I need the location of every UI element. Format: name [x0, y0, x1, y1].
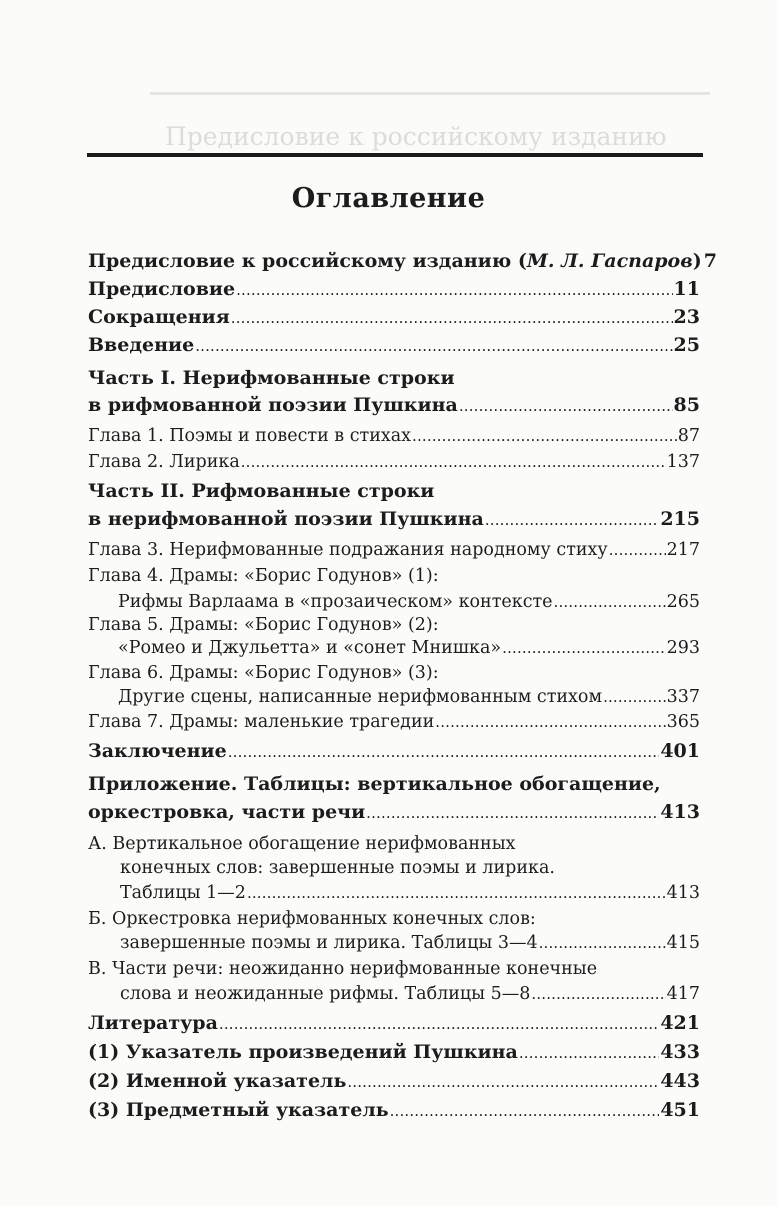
page-number: 293 — [666, 638, 700, 658]
leader-dots — [366, 803, 659, 822]
toc-entry-part-1[interactable]: в рифмованной поэзии Пушкина . . . 85 — [88, 396, 700, 415]
page-number: 215 — [660, 508, 700, 530]
toc-entry-chapter-1[interactable]: Глава 1. Поэмы и повести в стихах . . . 87 — [88, 428, 700, 446]
toc-entry-index-works[interactable]: (1) Указатель произведений Пушкина . . . 433 — [88, 1043, 700, 1062]
page-number: 337 — [666, 687, 700, 707]
leader-dots — [412, 428, 677, 446]
leader-dots — [347, 1072, 659, 1091]
leader-dots — [247, 885, 666, 903]
toc-entry-abbreviations[interactable]: Сокращения . . . 23 — [88, 308, 700, 327]
page-number: 401 — [660, 740, 700, 762]
leader-dots — [459, 396, 673, 415]
toc-entry-chapter-4[interactable]: Рифмы Варлаама в «прозаическом» контексте . . . 265 — [118, 594, 700, 612]
toc-part-2-title: Часть II. Рифмованные строки — [88, 480, 435, 502]
toc-chapter-4-title: Глава 4. Драмы: «Борис Годунов» (1): — [88, 566, 439, 586]
toc-entry-appendix[interactable]: оркестровка, части речи . . . 413 — [88, 803, 700, 822]
toc-entry-chapter-5[interactable]: «Ромео и Джульетта» и «сонет Мнишка» . . . 293 — [118, 640, 700, 658]
page-number: 413 — [666, 883, 700, 903]
page-number: 417 — [666, 984, 700, 1004]
leader-dots — [435, 714, 665, 732]
leader-dots — [531, 986, 665, 1004]
page-number: 217 — [666, 540, 700, 560]
leader-dots — [231, 308, 673, 327]
toc-entry-chapter-3[interactable]: Глава 3. Нерифмованные подражания народному стиху . . . 217 — [88, 542, 700, 560]
toc-entry-foreword[interactable]: Предисловие . . . 11 — [88, 280, 700, 299]
toc-entry-chapter-2[interactable]: Глава 2. Лирика . . . 137 — [88, 454, 700, 472]
toc-appendix-a-line-2: конечных слов: завершенные поэмы и лирика. — [120, 858, 555, 878]
toc-entry-appendix-a[interactable]: Таблицы 1—2 . . . 413 — [120, 885, 700, 903]
page-number: 85 — [673, 394, 700, 416]
toc-entry-appendix-b[interactable]: завершенные поэмы и лирика. Таблицы 3—4 . . . 415 — [120, 935, 700, 953]
leader-dots — [609, 542, 666, 560]
leader-dots — [390, 1101, 660, 1120]
toc-appendix-b-line-1: Б. Оркестровка нерифмованных конечных слов: — [88, 909, 536, 929]
page-number: 365 — [666, 712, 700, 732]
page-number: 25 — [673, 334, 700, 356]
leader-dots — [236, 280, 672, 299]
page-number: 451 — [660, 1099, 700, 1121]
toc-entry-chapter-7[interactable]: Глава 7. Драмы: маленькие трагедии . . . 365 — [88, 714, 700, 732]
leader-dots — [219, 1014, 659, 1033]
toc-entry-introduction[interactable]: Введение . . . 25 — [88, 336, 700, 355]
toc-chapter-5-title: Глава 5. Драмы: «Борис Годунов» (2): — [88, 615, 439, 635]
page-number: 443 — [660, 1070, 700, 1092]
toc-entry-conclusion[interactable]: Заключение . . . 401 — [88, 742, 700, 761]
toc-entry-chapter-6[interactable]: Другие сцены, написанные нерифмованным стихом . . . 337 — [118, 689, 700, 707]
toc-entry-index-names[interactable]: (2) Именной указатель . . . 443 — [88, 1072, 700, 1091]
toc-entry-foreword-ru[interactable]: Предисловие к российскому изданию (М. Л. Гаспаров) 7 — [88, 250, 717, 272]
toc-appendix-c-line-1: В. Части речи: неожиданно нерифмованные конечные — [88, 959, 598, 979]
leader-dots — [502, 640, 665, 658]
page-number: 415 — [666, 933, 700, 953]
leader-dots — [485, 510, 659, 529]
toc-entry-index-subjects[interactable]: (3) Предметный указатель . . . 451 — [88, 1101, 700, 1120]
author-name: М. Л. Гаспаров — [526, 250, 693, 272]
leader-dots — [603, 689, 666, 707]
toc-entry-part-2[interactable]: в нерифмованной поэзии Пушкина . . . 215 — [88, 510, 700, 529]
page-number: 7 — [703, 250, 717, 272]
toc-chapter-6-title: Глава 6. Драмы: «Борис Годунов» (3): — [88, 663, 439, 683]
page-number: 23 — [673, 306, 700, 328]
toc-appendix-a-line-1: А. Вертикальное обогащение нерифмованных — [88, 834, 516, 854]
show-through-heading: Предисловие к российскому изданию — [165, 122, 667, 151]
leader-dots — [519, 1043, 659, 1062]
page-number: 87 — [677, 426, 700, 446]
page-number: 11 — [673, 278, 700, 300]
leader-dots — [241, 454, 666, 472]
leader-dots — [228, 742, 660, 761]
page-number: 413 — [660, 801, 700, 823]
page-number: 137 — [666, 452, 700, 472]
leader-dots — [554, 594, 666, 612]
toc-entry-appendix-c[interactable]: слова и неожиданные рифмы. Таблицы 5—8 . . . 417 — [120, 986, 700, 1004]
top-rule — [87, 153, 703, 157]
page-title: Оглавление — [291, 183, 486, 214]
leader-dots — [195, 336, 672, 355]
toc-part-1-title: Часть I. Нерифмованные строки — [88, 367, 455, 389]
page-number: 433 — [660, 1041, 700, 1063]
page-number: 421 — [660, 1012, 700, 1034]
page-number: 265 — [666, 592, 700, 612]
toc-appendix-title: Приложение. Таблицы: вертикальное обогащение, — [88, 773, 661, 795]
toc-entry-literature[interactable]: Литература . . . 421 — [88, 1014, 700, 1033]
show-through-rule — [150, 92, 710, 95]
leader-dots — [539, 935, 666, 953]
